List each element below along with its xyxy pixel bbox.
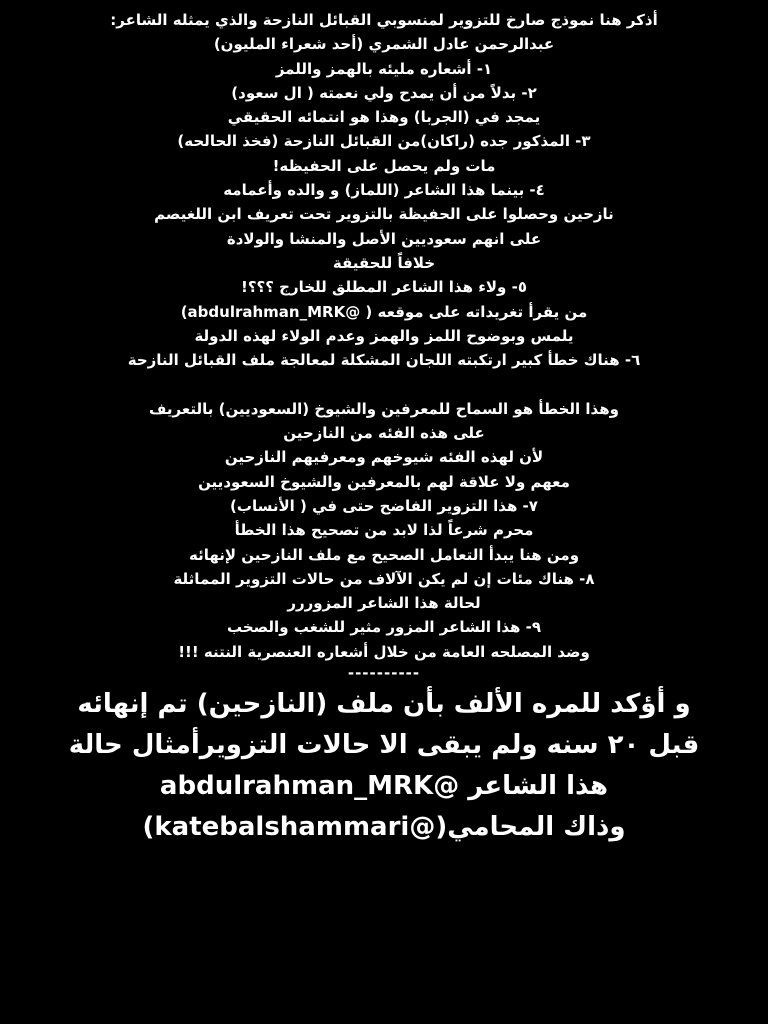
closing-line: هذا الشاعر @abdulrahman_MRK bbox=[159, 771, 609, 802]
closing-line: قبل ٢٠ سنه ولم يبقى الا حالات التزويرأمثال حالة bbox=[68, 730, 700, 761]
text-line: مات ولم يحصل على الحفيظه! bbox=[272, 156, 496, 175]
point-5-line: ٥- ولاء هذا الشاعر المطلق للخارج ؟؟؟! bbox=[240, 278, 527, 297]
text-line: محرم شرعاً لذا لابد من تصحيح هذا الخطأ bbox=[234, 521, 534, 540]
point-1-line: ١- أشعاره مليئه بالهمز واللمز bbox=[275, 59, 493, 78]
point-9-line: ٩- هذا الشاعر المزور مثير للشغب والصخب bbox=[226, 618, 542, 637]
point-6-line: ٦- هناك خطأ كبير ارتكبته اللجان المشكلة لمعالجة ملف القبائل النازحة bbox=[127, 351, 641, 370]
blank-line bbox=[0, 372, 768, 396]
text-line: على هذه الفئه من النازحين bbox=[283, 424, 485, 443]
text-line: يمجد في (الجربا) وهذا هو انتمائه الحقيقي bbox=[227, 108, 541, 127]
body-text bbox=[0, 8, 768, 682]
point-3-line: ٣- المذكور جده (راكان)من القبائل النازحة (فخذ الحالحه) bbox=[177, 132, 591, 151]
point-7-line: ٧- هذا التزوير الفاضح حتى في ( الأنساب) bbox=[230, 496, 538, 515]
closing-statement bbox=[0, 684, 768, 848]
text-line: وضد المصلحه العامة من خلال أشعاره العنصرية النتنه !!! bbox=[178, 642, 590, 661]
closing-line: و أؤكد للمره الألف بأن ملف (النازحين) تم إنهائه bbox=[77, 689, 691, 720]
intro-line: أذكر هنا نموذج صارخ للتزوير لمنسوبي القبائل النازحة والذي يمثله الشاعر: bbox=[110, 11, 658, 29]
text-line: من يقرأ تغريداته على موقعه ( @abdulrahman_MRK) bbox=[180, 302, 588, 321]
separator-line: ---------- bbox=[347, 664, 421, 683]
text-line: ومن هنا يبدأ التعامل الصحيح مع ملف النازحين لإنهائه bbox=[188, 545, 580, 564]
text-line: وهذا الخطأ هو السماح للمعرفين والشيوخ (السعوديين) بالتعريف bbox=[149, 399, 619, 418]
text-line: عبدالرحمن عادل الشمري (أحد شعراء المليون) bbox=[213, 35, 555, 54]
text-line: يلمس وبوضوح اللمز والهمز وعدم الولاء لهذه الدولة bbox=[194, 326, 574, 345]
text-line: معهم ولا علاقة لهم بالمعرفين والشيوخ السعوديين bbox=[198, 472, 570, 491]
point-4-line: ٤- بينما هذا الشاعر (اللماز) و والده وأعمامه bbox=[223, 181, 545, 200]
closing-line: وذاك المحامي(@katebalshammari) bbox=[142, 812, 626, 843]
point-2-line: ٢- بدلاً من أن يمدح ولي نعمته ( ال سعود) bbox=[231, 83, 537, 102]
text-line: على انهم سعوديين الأصل والمنشا والولادة bbox=[226, 229, 542, 248]
text-line: لأن لهذه الفئه شيوخهم ومعرفيهم النازحين bbox=[224, 448, 544, 467]
tweet-text-image bbox=[0, 8, 768, 848]
text-line: نازحين وحصلوا على الحفيظة بالتزوير تحت تعريف ابن اللغيصم bbox=[154, 205, 614, 224]
point-8-line: ٨- هناك مئات إن لم يكن الآلاف من حالات التزوير المماثلة bbox=[173, 569, 595, 588]
text-line: لحالة هذا الشاعر المزوررر bbox=[287, 594, 481, 613]
text-line: خلافاً للحقيقة bbox=[332, 253, 436, 272]
